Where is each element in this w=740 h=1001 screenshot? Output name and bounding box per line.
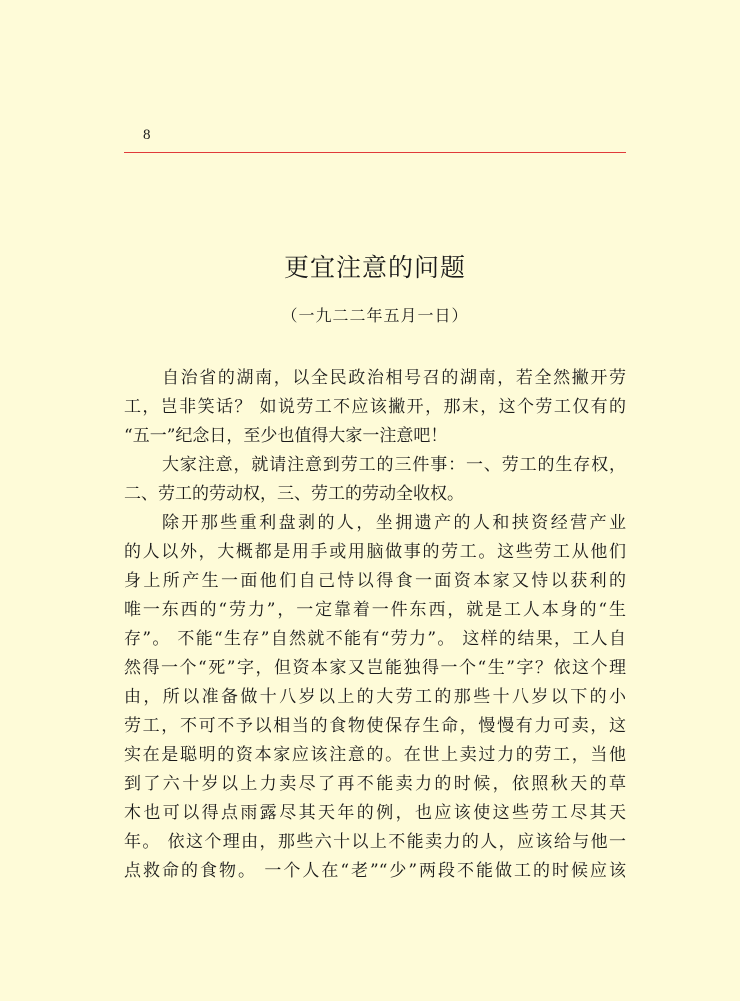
text-line: 身上所产生一面他们自己恃以得食一面资本家又恃以获利的 <box>124 571 626 591</box>
text-line: 二、劳工的劳动权，三、劳工的劳动全收权。 <box>124 484 464 504</box>
article-title: 更宜注意的问题 <box>283 253 466 282</box>
text-line: 由，所以准备做十八岁以上的大劳工的那些十八岁以下的小 <box>124 687 626 707</box>
text-line: 点救命的食物。 一个人在“老”“少”两段不能做工的时候应该 <box>124 861 626 881</box>
header-rule <box>124 152 626 153</box>
text-line: 劳工，不可不予以相当的食物使保存生命，慢慢有力可卖，这 <box>124 716 626 736</box>
text-line: 自治省的湖南，以全民政治相号召的湖南，若全然撇开劳 <box>162 368 626 388</box>
text-line: “五一”纪念日，至少也值得大家一注意吧！ <box>124 426 448 446</box>
text-line: 大家注意，就请注意到劳工的三件事：一、劳工的生存权， <box>162 455 626 475</box>
page-number: 8 <box>143 127 151 143</box>
text-line: 实在是聪明的资本家应该注意的。在世上卖过力的劳工，当他 <box>124 745 626 765</box>
text-line: 到了六十岁以上力卖尽了再不能卖力的时候，依照秋天的草 <box>124 774 626 794</box>
text-line: 然得一个“死”字，但资本家又岂能独得一个“生”字？依这个理 <box>124 658 626 678</box>
text-line: 木也可以得点雨露尽其天年的例，也应该使这些劳工尽其天 <box>124 803 626 823</box>
text-line: 的人以外，大概都是用手或用脑做事的劳工。这些劳工从他们 <box>124 542 626 562</box>
text-line: 除开那些重利盘剥的人，坐拥遗产的人和挟资经营产业 <box>162 513 626 533</box>
article-body <box>124 364 626 886</box>
text-line: 唯一东西的“劳力”，一定靠着一件东西，就是工人本身的“生 <box>124 600 626 620</box>
text-line: 存”。 不能“生存”自然就不能有“劳力”。 这样的结果，工人自 <box>124 629 626 649</box>
text-line: 工，岂非笑话？ 如说劳工不应该撇开，那末，这个劳工仅有的 <box>124 397 626 417</box>
text-line: 年。 依这个理由，那些六十以上不能卖力的人，应该给与他一 <box>124 832 626 852</box>
article-date: （一九二二年五月一日） <box>281 306 469 325</box>
